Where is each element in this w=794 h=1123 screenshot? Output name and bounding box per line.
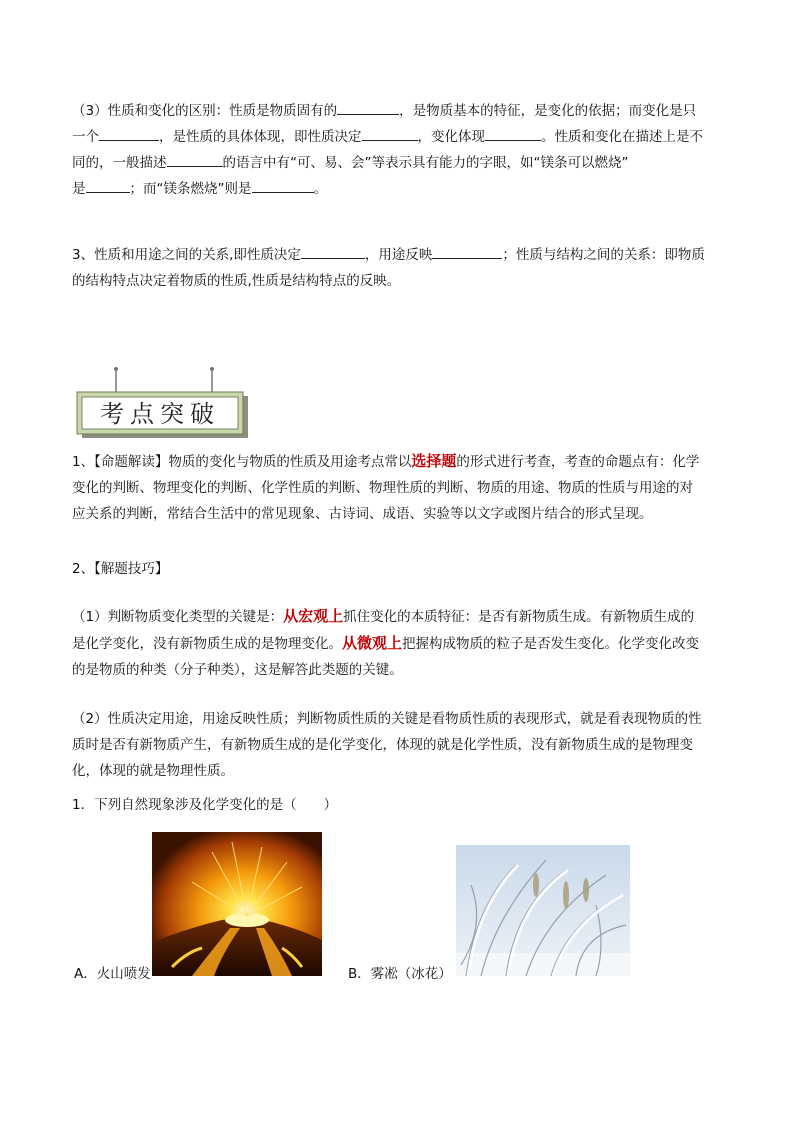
text: 是 [72, 181, 86, 197]
paragraph-tip-2 [72, 706, 724, 784]
paragraph-solving-tips-heading [72, 556, 724, 582]
text: 1．下列自然现象涉及化学变化的是（ ） [72, 797, 338, 813]
fill-blank[interactable] [362, 126, 418, 141]
text: 。性质和变化在描述上是不 [541, 129, 703, 145]
paragraph-property-use-relation [72, 242, 724, 294]
text: （3）性质和变化的区别：性质是物质固有的 [72, 103, 338, 119]
fill-blank[interactable] [252, 178, 314, 193]
fill-blank[interactable] [485, 126, 541, 141]
text: 化，体现的就是物理性质。 [72, 763, 234, 779]
paragraph-topic-analysis [72, 448, 724, 527]
text: ；性质与结构之间的关系：即物质 [502, 247, 705, 263]
text: 的是物质的种类（分子种类），这是解答此类题的关键。 [72, 662, 403, 678]
paragraph-tip-1 [72, 603, 724, 683]
fill-blank[interactable] [167, 152, 223, 167]
text: 。 [313, 181, 327, 197]
text: 变化的判断、物理变化的判断、化学性质的判断、物理性质的判断、物质的用途、物质的性质与用途的对 [72, 480, 693, 496]
text: （2）性质决定用途，用途反映性质；判断物质性质的关键是看物质性质的表现形式，就是看表现物质的性 [72, 711, 702, 727]
text: 的形式进行考查，考查的命题点有：化学 [456, 454, 700, 470]
text: ，是物质基本的特征，是变化的依据；而变化是只 [399, 103, 697, 119]
paragraph-property-vs-change [72, 98, 724, 202]
fill-blank[interactable] [86, 178, 130, 193]
banner-title: 考点突破 [100, 400, 220, 428]
text: ，是性质的具体体现，即性质决定 [159, 129, 362, 145]
fill-blank[interactable] [432, 244, 502, 259]
text: 的语言中有“可、易、会”等表示具有能力的字眼，如“镁条可以燃烧” [222, 155, 629, 171]
fill-blank[interactable] [337, 100, 399, 115]
volcano-image [152, 832, 322, 976]
highlight-text: 选择题 [411, 452, 457, 470]
rime-ice-image [456, 845, 630, 976]
text: 同的，一般描述 [72, 155, 167, 171]
highlight-text: 从微观上 [342, 634, 403, 652]
text: 一个 [72, 129, 99, 145]
question-stem [72, 792, 724, 818]
highlight-text: 从宏观上 [283, 607, 344, 625]
text: 抓住变化的本质特征：是否有新物质生成。有新物质生成的 [343, 609, 695, 625]
text: （1）判断物质变化类型的关键是： [72, 609, 284, 625]
text: ，用途反映 [364, 247, 433, 263]
text: 把握构成物质的粒子是否发生变化。化学变化改变 [402, 636, 700, 652]
text: ，变化体现 [417, 129, 485, 145]
text: 3、性质和用途之间的关系,即性质决定 [72, 247, 301, 263]
text: 的结构特点决定着物质的性质,性质是结构特点的反映。 [72, 273, 401, 289]
text: 应关系的判断，常结合生活中的常见现象、古诗词、成语、实验等以文字或图片结合的形式呈现。 [72, 506, 653, 522]
fill-blank[interactable] [301, 244, 365, 259]
text: 是化学变化，没有新物质生成的是物理变化。 [72, 636, 342, 652]
text: ；而“镁条燃烧”则是 [129, 181, 252, 197]
fill-blank[interactable] [99, 126, 159, 141]
text: 2、【解题技巧】 [72, 561, 169, 577]
option-a-label[interactable]: A．火山喷发 [74, 966, 151, 982]
text: 1、【命题解读】物质的变化与物质的性质及用途考点常以 [72, 454, 412, 470]
text: 质时是否有新物质产生，有新物质生成的是化学变化，体现的就是化学性质，没有新物质生成的是物理变 [72, 737, 693, 753]
option-b-label[interactable]: B．雾凇（冰花） [348, 966, 452, 982]
